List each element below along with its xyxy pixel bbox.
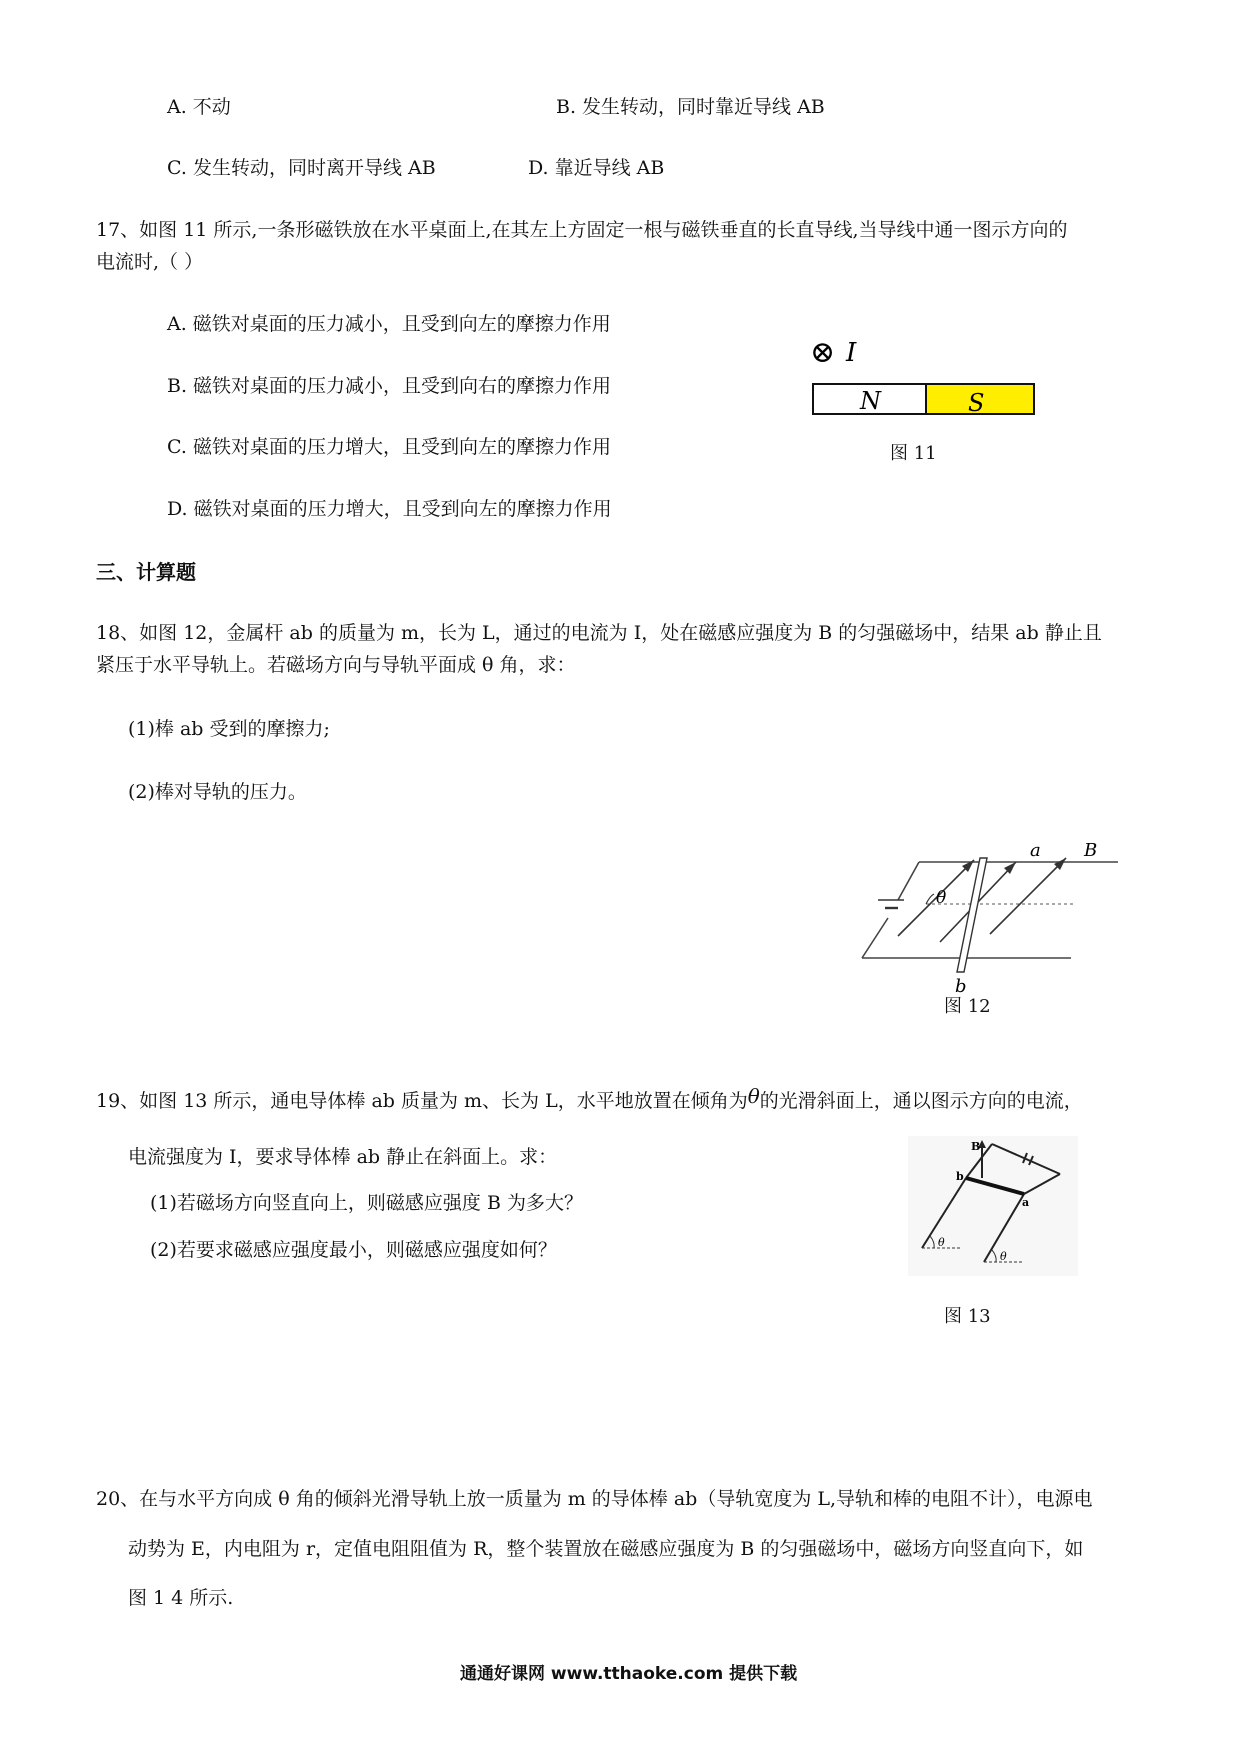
q20-stem-line1: 20、在与水平方向成 θ 角的倾斜光滑导轨上放一质量为 m 的导体棒 ab（导轨宽度为 L,导轨和棒的电阻不计），电源电 xyxy=(96,1488,1093,1510)
rod-label-b: b xyxy=(955,976,967,997)
q17-option-b: B. 磁铁对桌面的压力减小，且受到向右的摩擦力作用 xyxy=(167,375,612,397)
theta-label-left: θ xyxy=(938,1236,945,1249)
q16-option-b: B. 发生转动，同时靠近导线 AB xyxy=(556,96,825,118)
field-line-3 xyxy=(990,858,1066,934)
figure-13-background xyxy=(908,1136,1078,1276)
q19-stem-line1 xyxy=(96,1084,1083,1112)
theta-label: θ xyxy=(936,888,947,908)
rod-ab xyxy=(957,858,987,972)
q19-stem-post: 的光滑斜面上，通以图示方向的电流， xyxy=(759,1090,1083,1112)
q16-option-d: D. 靠近导线 AB xyxy=(528,157,665,179)
figure-12-caption: 图 12 xyxy=(944,996,991,1017)
rod-label-a: a xyxy=(1022,1196,1030,1209)
current-symbol: ⊗ xyxy=(810,335,836,370)
theta-label-right: θ xyxy=(1000,1250,1007,1263)
field-label-B: B xyxy=(1084,840,1098,861)
q17-stem-line1: 17、如图 11 所示,一条形磁铁放在水平桌面上,在其左上方固定一根与磁铁垂直的长直导线,当导线中通一图示方向的 xyxy=(96,219,1068,241)
q16-option-a: A. 不动 xyxy=(167,96,231,118)
figure-13 xyxy=(908,1136,1078,1276)
figure-11-caption: 图 11 xyxy=(890,443,937,464)
q17-option-c: C. 磁铁对桌面的压力增大，且受到向左的摩擦力作用 xyxy=(167,436,611,458)
angle-arc xyxy=(926,894,934,904)
south-label: S xyxy=(968,389,985,417)
q17-stem-line2: 电流时,（ ） xyxy=(96,251,204,273)
rod-label-a: a xyxy=(1030,840,1041,861)
q19-sub2: (2)若要求磁感应强度最小，则磁感应强度如何？ xyxy=(150,1239,557,1261)
section-heading: 三、计算题 xyxy=(96,560,196,584)
q20-stem-line2: 动势为 E，内电阻为 r，定值电阻阻值为 R，整个装置放在磁感应强度为 B 的匀强磁场中，磁场方向竖直向下，如 xyxy=(128,1538,1084,1560)
q17-option-d: D. 磁铁对桌面的压力增大，且受到向左的摩擦力作用 xyxy=(167,498,612,520)
current-label: I xyxy=(846,338,857,368)
q19-stem-line2: 电流强度为 I，要求导体棒 ab 静止在斜面上。求： xyxy=(128,1146,558,1168)
q18-stem-line1: 18、如图 12，金属杆 ab 的质量为 m，长为 L，通过的电流为 I，处在磁感应强度为 B 的匀强磁场中，结果 ab 静止且 xyxy=(96,622,1102,644)
q20-stem-line3: 图 1 4 所示. xyxy=(128,1587,234,1609)
q19-stem-pre: 19、如图 13 所示，通电导体棒 ab 质量为 m、长为 L，水平地放置在倾角为 xyxy=(96,1090,748,1112)
field-label-B: B xyxy=(971,1140,981,1153)
rod-label-b: b xyxy=(956,1170,964,1183)
figure-13-caption: 图 13 xyxy=(944,1306,991,1327)
q19-sub1: (1)若磁场方向竖直向上，则磁感应强度 B 为多大？ xyxy=(150,1192,583,1214)
q19-theta: θ xyxy=(747,1084,760,1108)
north-label: N xyxy=(860,387,881,415)
q16-option-c: C. 发生转动，同时离开导线 AB xyxy=(167,157,436,179)
rail-left-lower xyxy=(862,918,888,958)
rail-left-upper xyxy=(898,862,919,900)
page-footer: 通通好课网 www.tthaoke.com 提供下载 xyxy=(460,1664,798,1684)
q18-sub2: (2)棒对导轨的压力。 xyxy=(128,781,307,803)
q18-sub1: (1)棒 ab 受到的摩擦力; xyxy=(128,718,330,740)
figure-12 xyxy=(856,838,1136,998)
q18-stem-line2: 紧压于水平导轨上。若磁场方向与导轨平面成 θ 角，求： xyxy=(96,654,576,676)
q17-option-a: A. 磁铁对桌面的压力减小，且受到向左的摩擦力作用 xyxy=(167,313,611,335)
